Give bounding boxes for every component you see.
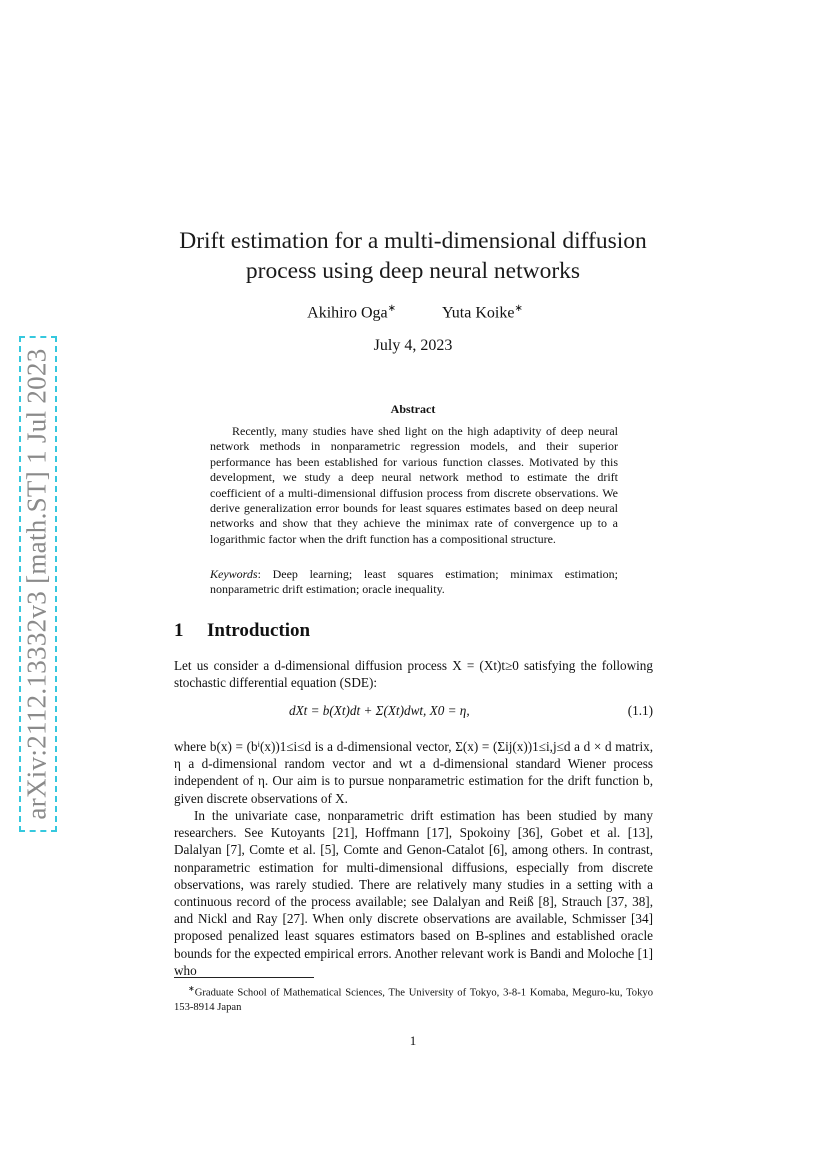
page-number: 1 <box>409 1033 417 1048</box>
equation <box>174 703 653 723</box>
body-paragraph: Let us consider a d-dimensional diffusion process X = (Xt)t≥0 satisfying the following stochastic differential equation (SDE): <box>174 658 653 691</box>
abstract-heading: Abstract <box>390 402 436 416</box>
section-number: 1 <box>174 620 184 641</box>
body-paragraph: In the univariate case, nonparametric drift estimation has been studied by many researchers. See Kutoyants [21], Hoffmann [17], Spokoiny [36], Gobet et al. [13], Dalalyan [7], Comte et al. [5], Comte and Genon-Catalot [6], among others. In contrast, nonparametric estimation for multi-dimensional diffusions, especially from discrete observations, was rarely studied. There are relatively many studies in a setting with a continuous record of the process available; see Dalalyan and Reiß [8], Strauch [37, 38], and Nickl and Ray [27]. When only discrete observations are available, Schmisser [34] proposed penalized least squares estimators based on B-splines and established oracle bounds for the expected empirical errors. Another relevant work is Bandi and Moloche [1] who <box>174 808 653 978</box>
equation-number: (1.1) <box>627 703 653 718</box>
author: Akihiro Oga∗ <box>307 303 396 322</box>
section-title: Introduction <box>207 620 311 641</box>
equation-body: dXt = b(Xt)dt + Σ(Xt)dwt, X0 = η, <box>289 703 470 718</box>
title-line-1: Drift estimation for a multi-dimensional diffusion <box>179 228 647 254</box>
paper-title <box>150 226 676 286</box>
body-paragraph: where b(x) = (bⁱ(x))1≤i≤d is a d-dimensional vector, Σ(x) = (Σij(x))1≤i,j≤d a d × d matrix, η a d-dimensional random vector and wt a d-dimensional standard Wiener process independent of η. Our aim is to pursue nonparametric estimation for the drift function b, given discrete observations of X. <box>174 739 653 806</box>
footnote-rule <box>174 977 314 978</box>
keywords-label: Keywords <box>210 567 258 581</box>
paper-date: July 4, 2023 <box>373 337 453 354</box>
keywords <box>210 567 618 598</box>
title-line-2: process using deep neural networks <box>245 258 581 284</box>
author-list <box>250 303 580 322</box>
footnote-text: Graduate School of Mathematical Sciences, The University of Tokyo, 3-8-1 Komaba, Meguro-ku, Tokyo 153-8914 Japan <box>174 987 653 1013</box>
keywords-text: : Deep learning; least squares estimation; minimax estimation; nonparametric drift estimation; oracle inequality. <box>210 567 618 597</box>
footnote-mark: ∗ <box>188 984 195 993</box>
abstract-text: Recently, many studies have shed light on the high adaptivity of deep neural network methods in nonparametric regression models, and their superior performance has been established for various function classes. Motivated by this development, we study a deep neural network method to estimate the drift coefficient of a multi-dimensional diffusion process from discrete observations. We derive generalization error bounds for least squares estimates based on deep neural networks and show that they achieve the minimax rate of convergence up to a logarithmic factor when the drift function has a compositional structure. <box>210 424 618 546</box>
section-heading <box>174 620 654 642</box>
arxiv-identifier: arXiv:2112.13332v3 [math.ST] 1 Jul 2023 <box>21 348 52 820</box>
author: Yuta Koike∗ <box>442 303 523 322</box>
footnote <box>174 982 653 1015</box>
